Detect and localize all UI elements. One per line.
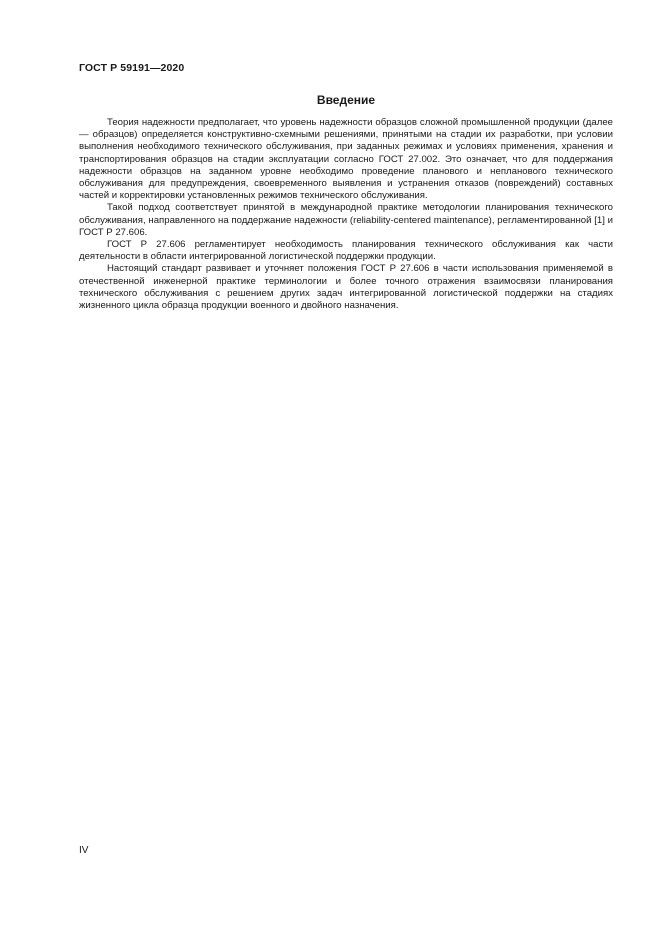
section-title: Введение bbox=[316, 93, 376, 107]
paragraph-4: Настоящий стандарт развивает и уточняет положения ГОСТ Р 27.606 в части использования применяемой в отечественной инженерной практике терминологии и более точного отражения взаимосвязи планирования технического обслуживания с решением других задач интегрированной логистической поддержки на стадиях жизненного цикла образца продукции военного и двойного назначения. bbox=[79, 263, 613, 312]
page-number: IV bbox=[79, 845, 89, 856]
paragraph-2: Такой подход соответствует принятой в международной практике методологии планирования технического обслуживания, направленного на поддержание надежности (reliability-centered maintenance), регламентированной [1] и ГОСТ Р 27.606. bbox=[79, 202, 613, 238]
section-body bbox=[79, 117, 613, 312]
paragraph-1: Теория надежности предполагает, что уровень надежности образцов сложной промышленной продукции (далее — образцов) определяется конструктивно-схемными решениями, принятыми на стадии их разработки, при условии выполнения необходимого технического обслуживания, при заданных режимах и условиях применения, хранения и транспортирования образцов на стадии эксплуатации согласно ГОСТ 27.002. Это означает, что для поддержания надежности образцов на заданном уровне необходимо проведение планового и непланового технического обслуживания для предупреждения, своевременного выявления и устранения отказов (повреждений) составных частей и корректировки установленных режимов технического обслуживания. bbox=[79, 117, 613, 202]
document-header-id: ГОСТ Р 59191—2020 bbox=[79, 62, 185, 74]
paragraph-3: ГОСТ Р 27.606 регламентирует необходимость планирования технического обслуживания как части деятельности в области интегрированной логистической поддержки продукции. bbox=[79, 239, 613, 263]
